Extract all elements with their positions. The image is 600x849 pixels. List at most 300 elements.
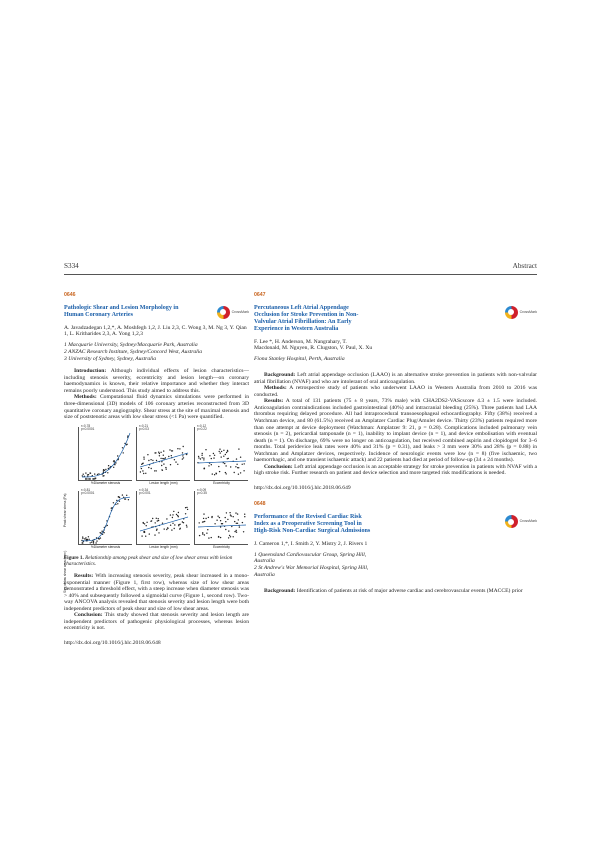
- scatter-point: [213, 452, 214, 453]
- scatter-point: [182, 455, 183, 456]
- scatter-point: [177, 448, 178, 449]
- scatter-point: [166, 518, 167, 519]
- scatter-point: [221, 523, 222, 524]
- scatter-point: [143, 472, 144, 473]
- scatter-point: [224, 463, 225, 464]
- scatter-point: [148, 459, 149, 460]
- scatter-point: [240, 456, 241, 457]
- affiliation: 3 University of Sydney, Sydney, Australia: [64, 355, 157, 362]
- scatter-point: [186, 526, 187, 527]
- scatter-point: [214, 523, 215, 524]
- scatter-point: [220, 526, 221, 527]
- scatter-point: [117, 503, 118, 504]
- panel-stat: r=0.21 p=0.03: [139, 423, 149, 432]
- scatter-point: [156, 459, 157, 460]
- scatter-point: [84, 538, 85, 539]
- scatter-point: [230, 466, 231, 467]
- scatter-point: [114, 461, 115, 462]
- scatter-point: [101, 530, 102, 531]
- scatter-point: [162, 469, 163, 470]
- scatter-point: [244, 513, 245, 514]
- background-heading: Background:: [264, 588, 296, 595]
- scatter-point: [82, 537, 83, 538]
- scatter-panel: [194, 423, 248, 486]
- section-label: Abstract: [512, 262, 537, 270]
- scatter-point: [202, 532, 203, 533]
- scatter-point: [156, 470, 157, 471]
- scatter-point: [205, 449, 206, 450]
- scatter-point: [226, 512, 227, 513]
- scatter-panel: [78, 423, 132, 486]
- scatter-point: [165, 467, 166, 468]
- crossmark-label: CrossMark: [519, 519, 537, 524]
- scatter-point: [220, 537, 221, 538]
- crossmark-badge[interactable]: [505, 515, 537, 528]
- scatter-point: [94, 473, 95, 474]
- scatter-point: [164, 528, 165, 529]
- right-column: [254, 292, 537, 595]
- scatter-point: [203, 513, 204, 514]
- doi-link[interactable]: http://dx.doi.org/10.1016/j.hlc.2018.06.648: [64, 639, 161, 646]
- scatter-point: [103, 470, 104, 471]
- methods-paragraph: [254, 385, 537, 398]
- scatter-point: [199, 535, 200, 536]
- scatter-point: [103, 469, 104, 470]
- conclusion-paragraph: [254, 464, 537, 477]
- scatter-point: [116, 499, 117, 500]
- scatter-point: [145, 472, 146, 473]
- scatter-point: [239, 526, 240, 527]
- scatter-point: [236, 458, 237, 459]
- background-paragraph: [254, 372, 537, 385]
- scatter-point: [141, 463, 142, 464]
- background-paragraph: [254, 588, 537, 595]
- scatter-point: [176, 513, 177, 514]
- header-rule: [64, 274, 537, 275]
- scatter-point: [220, 520, 221, 521]
- abstract-title[interactable]: Performance of the Revised Cardiac Risk Index as a Preoperative Screening Tool in High-Risk Non-Cardiac Surgical Admissions: [254, 514, 371, 535]
- scatter-point: [151, 520, 152, 521]
- scatter-point: [186, 524, 187, 525]
- scatter-point: [206, 532, 207, 533]
- scatter-point: [91, 541, 92, 542]
- results-paragraph: [64, 573, 249, 612]
- scatter-point: [118, 496, 119, 497]
- scatter-point: [88, 474, 89, 475]
- scatter-point: [152, 517, 153, 518]
- scatter-point: [175, 461, 176, 462]
- panel-x-label: Eccentricity: [213, 481, 230, 486]
- methods-text: Computational fluid dynamics simulations were performed in three-dimensional (3D) models of 106 coronary arteries reconstructed from 3D quantitative coronary angiography. Shear stress at the site of maximal stenosis and size of poststenotic areas with low shear stress (<1 Pa) were quantified.: [64, 394, 249, 421]
- scatter-point: [221, 450, 222, 451]
- scatter-point: [172, 514, 173, 515]
- scatter-point: [208, 465, 209, 466]
- results-paragraph: [254, 398, 537, 463]
- scatter-point: [185, 507, 186, 508]
- results-heading: Results:: [74, 573, 94, 580]
- scatter-point: [183, 445, 184, 446]
- scatter-point: [107, 472, 108, 473]
- scatter-point: [201, 454, 202, 455]
- scatter-point: [96, 540, 97, 541]
- scatter-point: [236, 463, 237, 464]
- scatter-point: [155, 522, 156, 523]
- affiliations: [64, 342, 249, 363]
- scatter-point: [226, 473, 227, 474]
- scatter-point: [159, 452, 160, 453]
- conclusion-text: Left atrial appendage occlusion is an acceptable strategy for stroke prevention in patients with NVAF with a high stroke risk. Further research on patient and device selection and more targeted risk modifications is needed.: [254, 463, 537, 477]
- scatter-point: [179, 523, 180, 524]
- scatter-point: [208, 516, 209, 517]
- scatter-point: [145, 535, 146, 536]
- panel-stat: r=0.34 p=0.001: [139, 487, 151, 496]
- panel-x-label: %Diameter stenosis: [90, 481, 121, 486]
- scatter-point: [233, 536, 234, 537]
- scatter-point: [202, 452, 203, 453]
- scatter-point: [172, 522, 173, 523]
- panel-stat: r=0.09 p=0.35: [197, 487, 207, 496]
- scatter-point: [230, 536, 231, 537]
- fit-line: [82, 497, 130, 541]
- scatter-point: [147, 454, 148, 455]
- scatter-point: [171, 455, 172, 456]
- figure-caption: [64, 555, 249, 567]
- scatter-point: [174, 459, 175, 460]
- scatter-point: [198, 457, 199, 458]
- scatter-point: [128, 499, 129, 500]
- scatter-panel: [136, 423, 190, 486]
- scatter-point: [156, 517, 157, 518]
- methods-paragraph: [64, 394, 249, 420]
- scatter-point: [221, 456, 222, 457]
- scatter-point: [98, 473, 99, 474]
- scatter-point: [105, 468, 106, 469]
- scatter-point: [202, 521, 203, 522]
- scatter-point: [218, 536, 219, 537]
- author-list: F. Lee *, H. Anderson, M. Nangrahary, T. Macdonald, M. Nguyen, R. Clugston, V. Paul, X. Xu: [254, 338, 373, 352]
- scatter-point: [225, 528, 226, 529]
- scatter-point: [82, 536, 83, 537]
- scatter-plot: [137, 487, 191, 545]
- scatter-point: [244, 516, 245, 517]
- scatter-point: [150, 459, 151, 460]
- scatter-point: [85, 537, 86, 538]
- crossmark-badge[interactable]: [505, 306, 537, 319]
- scatter-point: [211, 458, 212, 459]
- scatter-point: [122, 494, 123, 495]
- scatter-point: [202, 457, 203, 458]
- scatter-panel: [194, 487, 248, 550]
- scatter-point: [163, 454, 164, 455]
- scatter-point: [214, 474, 215, 475]
- scatter-point: [231, 515, 232, 516]
- abstract-number: 0647: [254, 292, 266, 298]
- scatter-point: [165, 457, 166, 458]
- scatter-point: [202, 533, 203, 534]
- scatter-point: [214, 454, 215, 455]
- scatter-point: [117, 455, 118, 456]
- results-text: With increasing stenosis severity, peak shear increased in a mono-exponential manner (Figure 1, first row), whereas size of low shear areas demonstrated a threshold effect, with a steep increase when diameter stenosis was > 40% and subsequently followed a sigmoidal curve (Figure 1, second row). Two-way ANCOVA analysis revealed that stenosis severity and lesion length were both independent predictors of peak shear and size of low shear areas.: [64, 573, 249, 612]
- scatter-point: [177, 515, 178, 516]
- scatter-point: [172, 450, 173, 451]
- scatter-point: [228, 537, 229, 538]
- scatter-point: [123, 452, 124, 453]
- scatter-point: [163, 458, 164, 459]
- methods-heading: Methods:: [264, 385, 287, 392]
- intro-heading: Introduction:: [74, 368, 107, 375]
- scatter-point: [122, 447, 123, 448]
- scatter-point: [83, 473, 84, 474]
- scatter-point: [158, 532, 159, 533]
- scatter-point: [149, 533, 150, 534]
- scatter-point: [113, 502, 114, 503]
- scatter-point: [229, 512, 230, 513]
- scatter-point: [144, 531, 145, 532]
- scatter-point: [228, 530, 229, 531]
- scatter-point: [174, 524, 175, 525]
- scatter-point: [166, 528, 167, 529]
- scatter-point: [236, 529, 237, 530]
- scatter-point: [207, 529, 208, 530]
- scatter-point: [178, 511, 179, 512]
- scatter-plot: [195, 423, 249, 481]
- scatter-point: [219, 448, 220, 449]
- scatter-point: [237, 513, 238, 514]
- scatter-point: [204, 534, 205, 535]
- scatter-point: [200, 458, 201, 459]
- abstract-title[interactable]: Percutaneous Left Atrial Appendage Occlusion for Stroke Prevention in Non-Valvular Atrial Fibrillation: An Early Experience in Western Australia: [254, 304, 359, 332]
- scatter-point: [219, 450, 220, 451]
- scatter-point: [159, 455, 160, 456]
- scatter-point: [243, 470, 244, 471]
- scatter-point: [126, 444, 127, 445]
- caption-text: Relationship among peak shear and size of low shear areas with lesion characteristics.: [64, 554, 233, 567]
- abstract-number: 0648: [254, 501, 266, 508]
- scatter-point: [234, 531, 235, 532]
- scatter-point: [154, 534, 155, 535]
- crossmark-icon: [505, 515, 518, 528]
- scatter-point: [142, 470, 143, 471]
- scatter-point: [236, 522, 237, 523]
- scatter-point: [167, 527, 168, 528]
- affiliations: [254, 552, 374, 579]
- conclusion-heading: Conclusion:: [264, 463, 293, 470]
- scatter-point: [113, 466, 114, 467]
- panel-x-label: Eccentricity: [213, 545, 230, 550]
- scatter-point: [143, 456, 144, 457]
- y-axis-label-top: Peak shear stress (Pa): [63, 493, 67, 527]
- scatter-point: [243, 531, 244, 532]
- scatter-point: [151, 467, 152, 468]
- scatter-point: [238, 448, 239, 449]
- scatter-point: [108, 465, 109, 466]
- introduction-paragraph: [64, 368, 249, 394]
- scatter-point: [90, 542, 91, 543]
- scatter-point: [162, 522, 163, 523]
- scatter-point: [163, 450, 164, 451]
- scatter-point: [143, 458, 144, 459]
- left-column: [64, 292, 249, 647]
- panel-stat: r=0.12 p=0.22: [197, 423, 207, 432]
- abstract-number: 0646: [64, 292, 76, 298]
- crossmark-label: CrossMark: [231, 309, 249, 314]
- affiliation: 1 Macquarie University, Sydney/Macquarie Park, Australia: [64, 341, 198, 348]
- panel-x-label: %Diameter stenosis: [90, 545, 121, 550]
- scatter-point: [187, 508, 188, 509]
- panel-stat: r=0.81 p<0.0001: [81, 487, 95, 496]
- affiliation: 2 St Andrew's War Memorial Hospital, Spring Hill, Australia: [254, 565, 369, 578]
- scatter-point: [227, 518, 228, 519]
- scatter-point: [186, 506, 187, 507]
- scatter-point: [119, 500, 120, 501]
- author-list: A. Javadzadegan 1,2,*, A. Moshfegh 1,2, J. Liu 2,3, C. Wong 3, M. Ng 3, Y. Qian 1, L. Kritharides 2,3, A. Yong 1,2,3: [64, 324, 247, 338]
- scatter-point: [89, 472, 90, 473]
- scatter-point: [169, 449, 170, 450]
- scatter-point: [85, 472, 86, 473]
- scatter-point: [107, 524, 108, 525]
- scatter-point: [237, 522, 238, 523]
- scatter-point: [199, 522, 200, 523]
- scatter-point: [211, 464, 212, 465]
- scatter-point: [160, 451, 161, 452]
- scatter-point: [238, 467, 239, 468]
- scatter-point: [163, 463, 164, 464]
- scatter-point: [225, 465, 226, 466]
- methods-heading: Methods:: [74, 394, 97, 401]
- scatter-point: [146, 525, 147, 526]
- scatter-point: [88, 538, 89, 539]
- scatter-point: [204, 467, 205, 468]
- scatter-point: [125, 498, 126, 499]
- scatter-point: [82, 475, 83, 476]
- scatter-point: [126, 494, 127, 495]
- scatter-point: [160, 457, 161, 458]
- scatter-point: [227, 449, 228, 450]
- crossmark-icon: [505, 306, 518, 319]
- scatter-point: [183, 457, 184, 458]
- scatter-point: [182, 452, 183, 453]
- caption-label: Figure 1.: [64, 554, 84, 561]
- scatter-point: [225, 517, 226, 518]
- scatter-point: [152, 459, 153, 460]
- affiliation: Fiona Stanley Hospital, Perth, Australia: [254, 355, 345, 362]
- scatter-point: [111, 507, 112, 508]
- scatter-point: [156, 528, 157, 529]
- scatter-point: [170, 524, 171, 525]
- conclusion-text: This study showed that stenosis severity and lesion length are independent predictors of pathogenic physiological processes, whereas lesion eccentricity is not.: [64, 612, 249, 632]
- scatter-point: [198, 455, 199, 456]
- scatter-point: [220, 452, 221, 453]
- scatter-point: [114, 464, 115, 465]
- scatter-plot: [137, 423, 191, 481]
- crossmark-icon: [217, 306, 230, 319]
- scatter-point: [229, 534, 230, 535]
- scatter-point: [180, 527, 181, 528]
- doi-link[interactable]: http://dx.doi.org/10.1016/j.hlc.2018.06.649: [254, 484, 351, 491]
- scatter-point: [234, 521, 235, 522]
- scatter-point: [143, 522, 144, 523]
- scatter-point: [226, 451, 227, 452]
- scatter-point: [235, 512, 236, 513]
- scatter-point: [158, 451, 159, 452]
- scatter-point: [140, 471, 141, 472]
- scatter-point: [168, 455, 169, 456]
- conclusion-paragraph: [64, 612, 249, 632]
- scatter-point: [219, 471, 220, 472]
- scatter-point: [157, 520, 158, 521]
- scatter-point: [212, 473, 213, 474]
- scatter-point: [155, 452, 156, 453]
- scatter-point: [205, 517, 206, 518]
- scatter-point: [158, 520, 159, 521]
- figure-grid: [78, 423, 249, 550]
- scatter-point: [183, 522, 184, 523]
- scatter-point: [141, 535, 142, 536]
- abstract-title[interactable]: Pathologic Shear and Lesion Morphology in Human Coronary Arteries: [64, 304, 179, 318]
- intro-text: Although individual effects of lesion characteristics—including stenosis severity, eccentricity and lesion length—on coronary haemodynamics is known, their relative importance and whether they interact remains poorly understood. This study aimed to address this.: [64, 368, 249, 394]
- scatter-point: [178, 525, 179, 526]
- crossmark-label: CrossMark: [519, 309, 537, 314]
- scatter-point: [100, 532, 101, 533]
- scatter-point: [172, 516, 173, 517]
- scatter-point: [233, 516, 234, 517]
- y-axis-label-bottom: Size of low shear area (mm²): [63, 550, 67, 593]
- panel-x-label: Lesion length (mm): [149, 481, 178, 486]
- scatter-point: [177, 463, 178, 464]
- scatter-point: [234, 471, 235, 472]
- background-heading: Background:: [264, 372, 296, 379]
- scatter-point: [240, 472, 241, 473]
- scatter-plot: [79, 423, 133, 481]
- background-text: Left atrial appendage occlusion (LAAO) is an alternative stroke prevention in patients with non-valvular atrial fibrillation (NVAF) and who are intolerant of oral anticoagulation.: [254, 372, 537, 385]
- scatter-point: [213, 457, 214, 458]
- scatter-point: [223, 449, 224, 450]
- scatter-point: [242, 522, 243, 523]
- scatter-point: [225, 521, 226, 522]
- scatter-point: [161, 461, 162, 462]
- affiliation: 1 Queensland Cardiovascular Group, Spring Hill, Australia: [254, 551, 367, 565]
- scatter-point: [88, 536, 89, 537]
- results-text: A total of 131 patients (75 ± 8 years, 73% male) with CHA2DS2-VAScscore 4.3 ± 1.5 were included. Anticoagulation contraindications included gastrointestinal (40%) and intracranial bleeding (25%). Three patients had LAA thrombus requiring delayed procedure. All had intraprocedural transoesophageal echocardiography. Fifty (38%) received a Watchman device, and 80 (61.5%) received an Amplatzer Cardiac Plug/Amulet device. Thirty (23%) patients required more than one attempt at device deployment (Watchman: Amplatzer 9: 21, p = 0.28). Complications included pulmonary vein stenosis (n = 2), pericardial tamponade (n = 1), inability to implant device (n = 1), and device embolisation with eventual death (n = 1). On discharge, 69% were no longer on anticoagulation, but received combined aspirin and clopidogrel for 3–6 months. Total peridevice leak rates were 40% and 31% (p = 0.31), and leaks > 3 mm were 30% and 28% (p = 0.88) in Watchman and Amplatzer devices, respectively. Incidence of neurologic events were low (n = 8) (five ischaemic, two haemorrhagic, and one transient ischaemic attack) and 22 patients had died at period of follow-up (34 ± 24 months).: [254, 398, 537, 464]
- scatter-point: [223, 455, 224, 456]
- scatter-panel: [78, 487, 132, 550]
- scatter-point: [218, 466, 219, 467]
- scatter-point: [238, 473, 239, 474]
- scatter-point: [228, 457, 229, 458]
- scatter-point: [203, 517, 204, 518]
- fit-line: [140, 453, 188, 467]
- methods-text: A retrospective study of patients who underwent LAAO in Western Australia from 2010 to 2016 was conducted.: [254, 385, 537, 398]
- scatter-point: [174, 527, 175, 528]
- scatter-point: [225, 453, 226, 454]
- panel-stat: r=0.78 p<0.0001: [81, 423, 95, 432]
- scatter-point: [209, 455, 210, 456]
- scatter-point: [148, 467, 149, 468]
- scatter-point: [211, 537, 212, 538]
- scatter-point: [146, 521, 147, 522]
- scatter-point: [161, 464, 162, 465]
- scatter-point: [158, 518, 159, 519]
- crossmark-badge[interactable]: [217, 306, 249, 319]
- scatter-point: [154, 470, 155, 471]
- abstract-0648: [254, 501, 537, 594]
- scatter-point: [170, 514, 171, 515]
- fit-line: [198, 461, 246, 463]
- scatter-plot: [195, 487, 249, 545]
- fit-line: [82, 433, 130, 477]
- scatter-point: [242, 463, 243, 464]
- scatter-point: [244, 463, 245, 464]
